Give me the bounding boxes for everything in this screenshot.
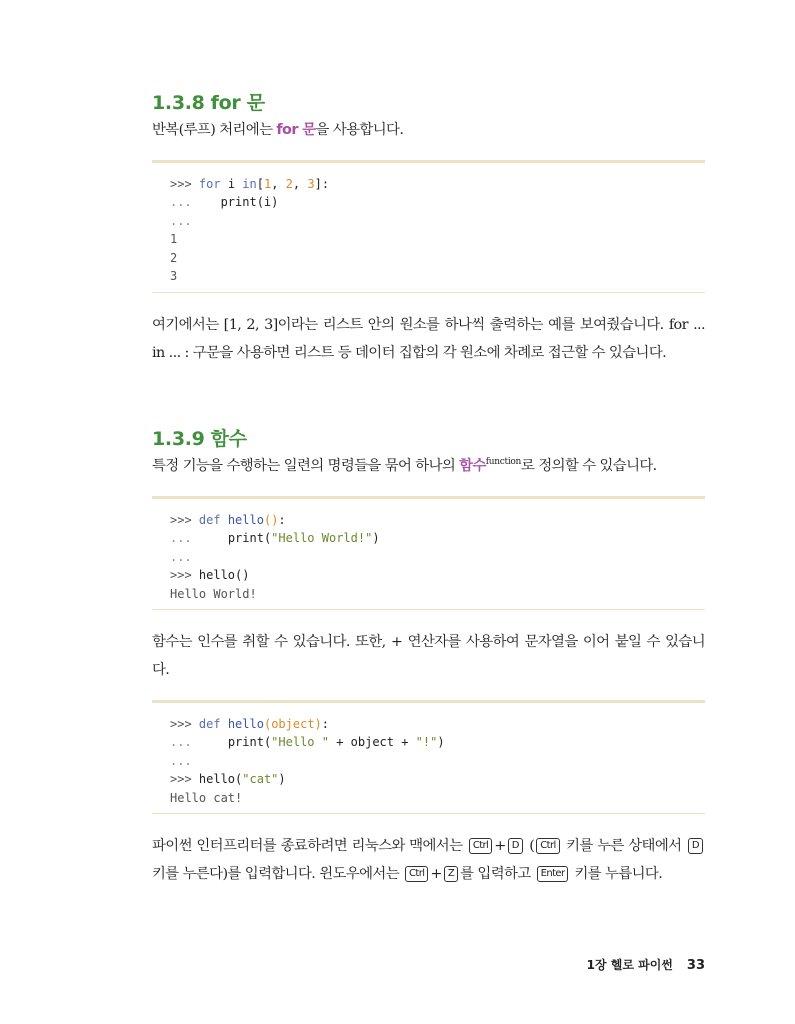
- section-number: 1.3.9: [152, 428, 205, 450]
- ctrl-key-icon: Ctrl: [469, 838, 492, 854]
- intro-text: 을 사용합니다.: [315, 122, 404, 138]
- code-block-hello: [152, 496, 705, 610]
- page-number: 33: [686, 958, 705, 973]
- code-block-hello-object: [152, 700, 705, 814]
- chapter-label: 1장 헬로 파이썬: [586, 958, 673, 972]
- function-args-explanation: 함수는 인수를 취할 수 있습니다. 또한, + 연산자를 사용하여 문자열을 이어 붙일 수 있습니다.: [152, 634, 705, 678]
- code-line: >>> hello("cat"): [170, 772, 286, 786]
- superscript-term: function: [485, 457, 522, 468]
- code-line: ...: [170, 214, 192, 228]
- intro-text: 로 정의할 수 있습니다.: [521, 458, 657, 474]
- code-block-for: [152, 160, 705, 293]
- intro-text: 특정 기능을 수행하는 일련의 명령들을 묶어 하나의: [152, 458, 460, 474]
- code-output: Hello World!: [170, 587, 257, 601]
- code-output: Hello cat!: [170, 791, 243, 805]
- z-key-icon: Z: [444, 866, 458, 882]
- code-output: 1: [170, 232, 178, 246]
- code-line: >>> def hello(object):: [170, 717, 329, 731]
- section-intro-for: [152, 116, 705, 144]
- code-line: >>> hello(): [170, 568, 250, 582]
- code-output: 3: [170, 269, 178, 283]
- code-line: ... print(i): [170, 195, 279, 209]
- section-title: 함수: [210, 428, 247, 450]
- intro-text: 반복(루프) 처리에는: [152, 122, 277, 138]
- code-line: ... print("Hello " + object + "!"): [170, 735, 445, 749]
- code-line: ...: [170, 550, 192, 564]
- keyword-highlight: 함수: [459, 458, 486, 474]
- section-intro-function: [152, 452, 705, 480]
- ctrl-key-icon: Ctrl: [536, 838, 559, 854]
- for-explanation: 여기에서는 [1, 2, 3]이라는 리스트 안의 원소를 하나씩 출력하는 예를 보여줬습니다. for ... in ... : 구문을 사용하면 리스트 등 데이터 집합의 각 원소에 차례로 접근할 수 있습니다.: [152, 317, 705, 361]
- code-output: 2: [170, 251, 178, 265]
- d-key-icon: D: [508, 838, 523, 854]
- code-line: >>> def hello():: [170, 513, 286, 527]
- section-number: 1.3.8: [152, 92, 205, 114]
- exit-interpreter-explanation: 파이썬 인터프리터를 종료하려면 리눅스와 맥에서는 Ctrl + D ( Ctrl 키를 누른 상태에서 D 키를 누른다)를 입력합니다. 윈도우에서는 Ctrl + Z 를 입력하고 Enter 키를 누릅니다.: [152, 832, 705, 888]
- enter-key-icon: Enter: [537, 866, 569, 882]
- code-line: ...: [170, 754, 192, 768]
- d-key-icon: D: [688, 838, 703, 854]
- code-line: >>> for i in[1, 2, 3]:: [170, 177, 330, 191]
- keyword-highlight: for 문: [276, 122, 316, 138]
- ctrl-key-icon: Ctrl: [405, 866, 428, 882]
- code-line: ... print("Hello World!"): [170, 531, 380, 545]
- section-heading-function: [152, 424, 247, 451]
- page-footer: [587, 956, 705, 973]
- section-heading-for: [152, 88, 265, 115]
- section-title: for 문: [210, 92, 265, 114]
